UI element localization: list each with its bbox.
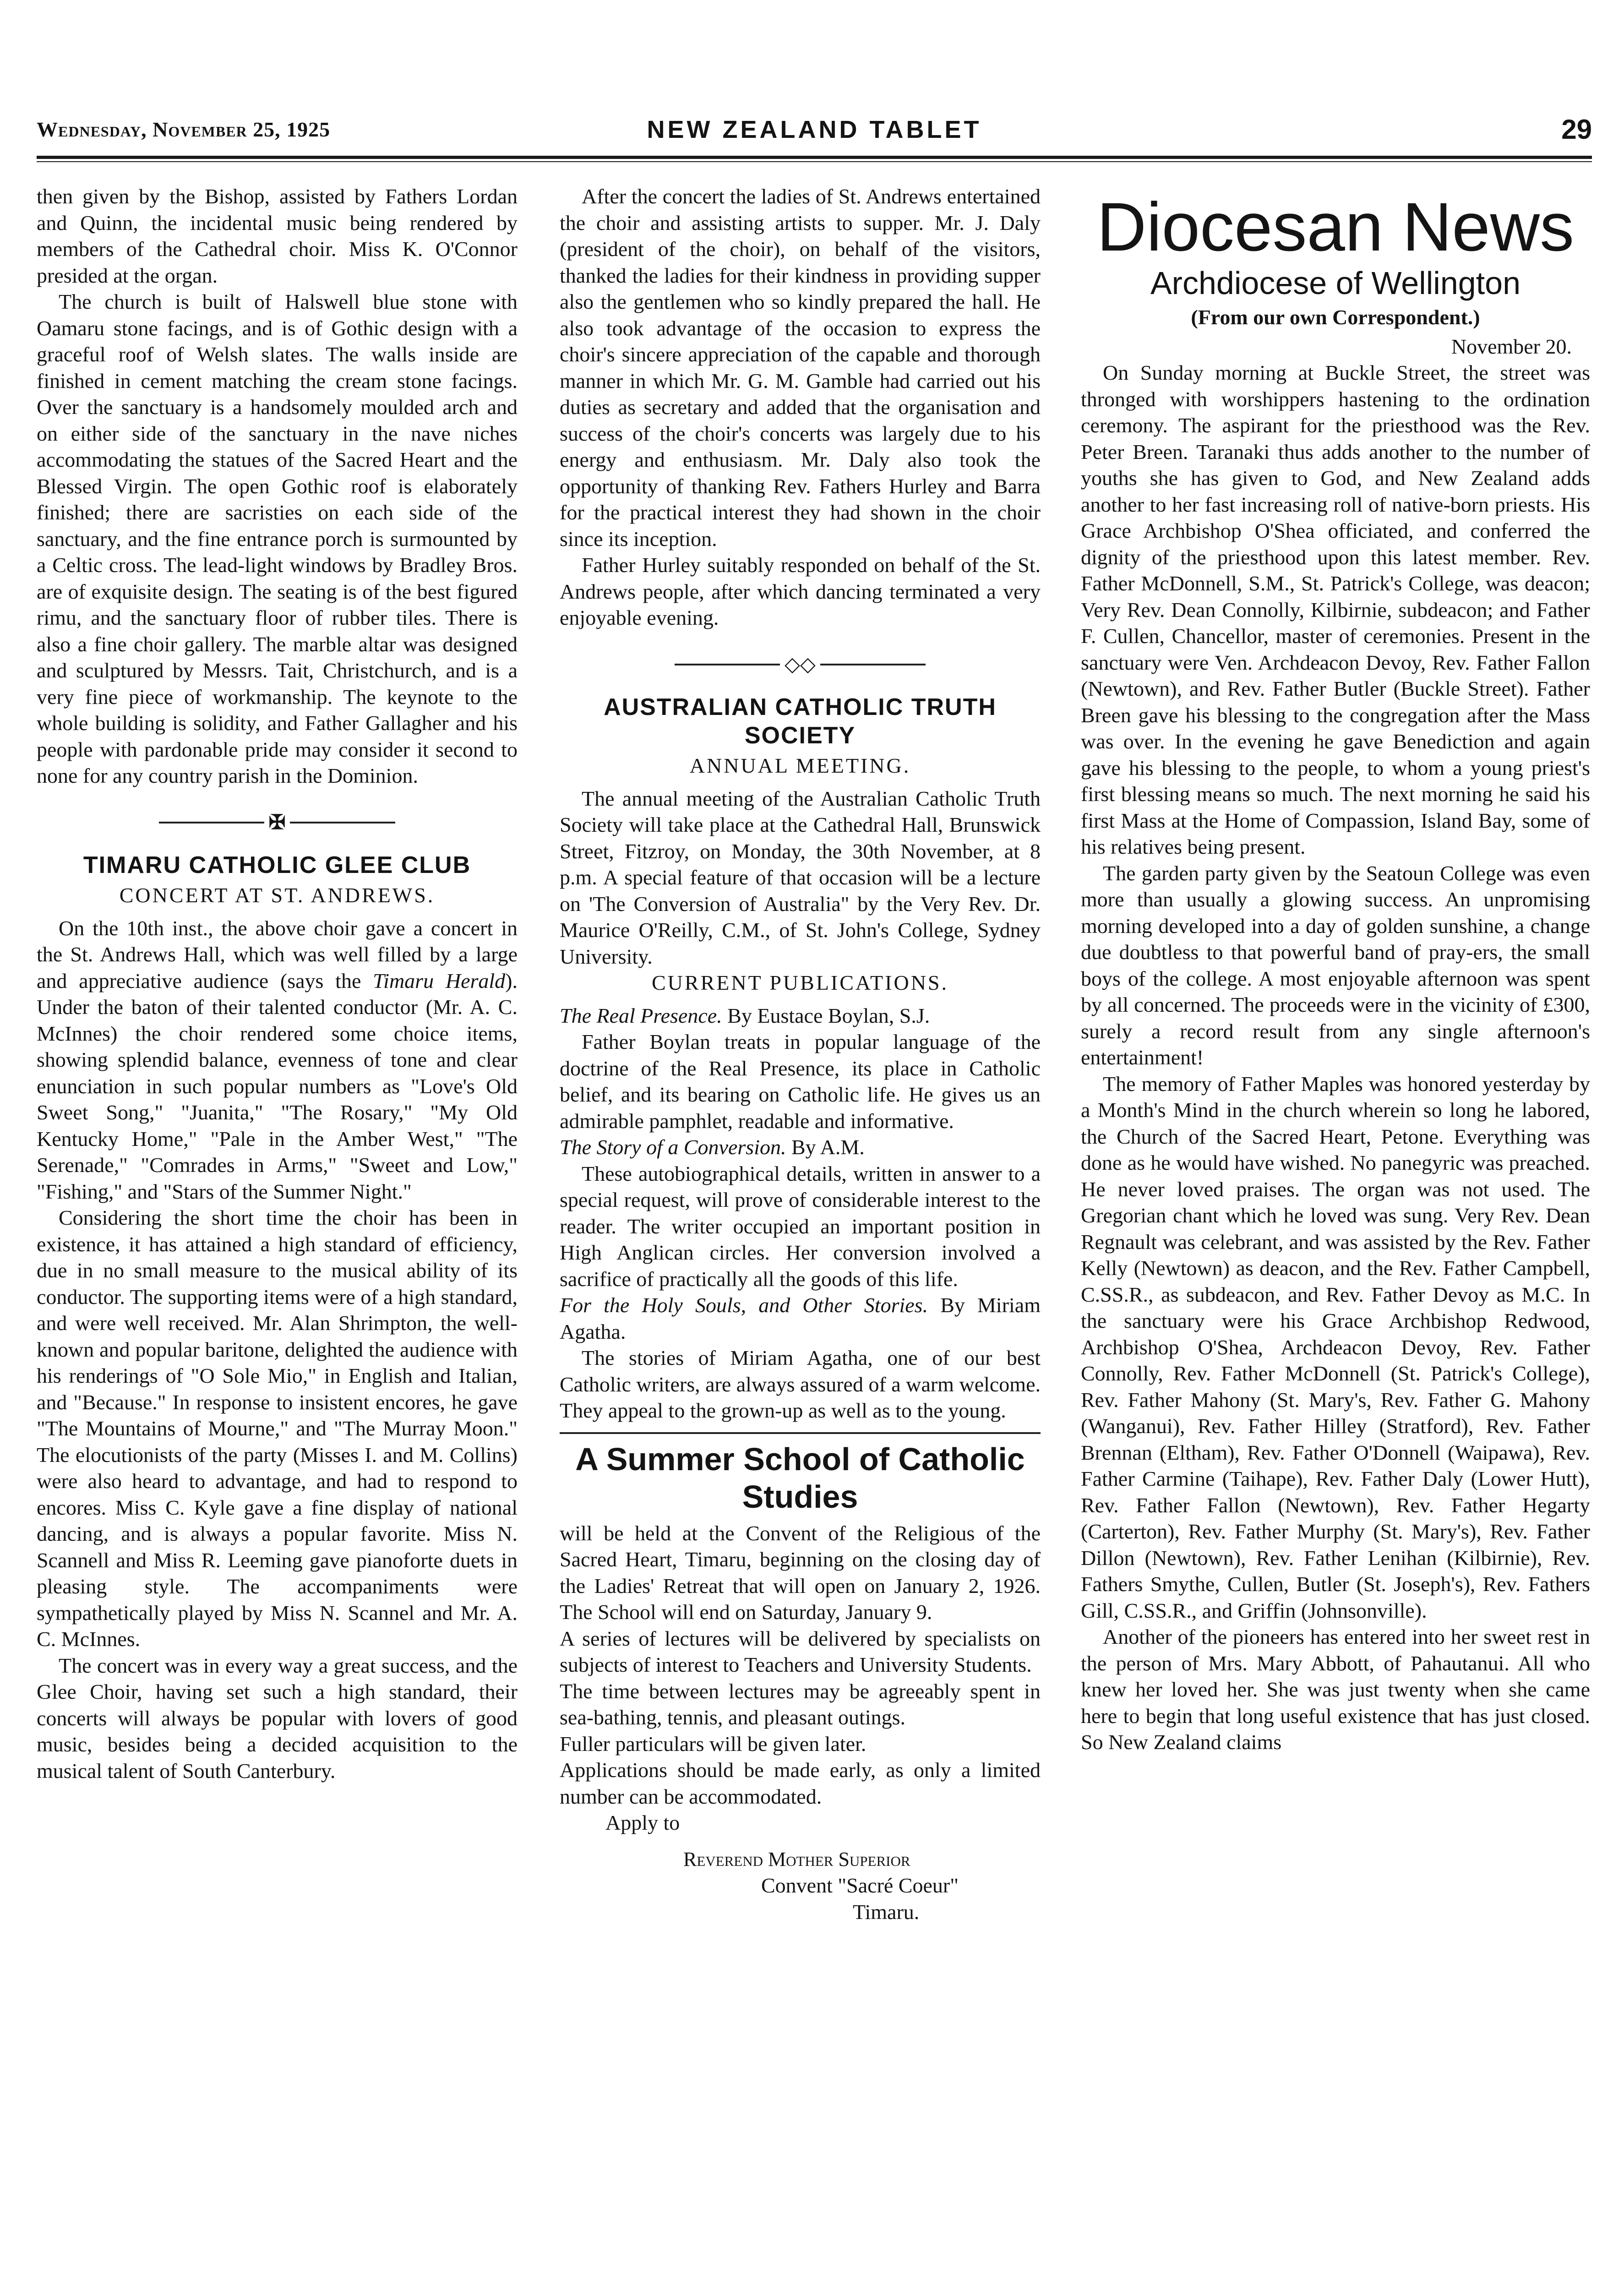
column-2 xyxy=(560,183,1041,1925)
article-paragraph: A series of lectures will be delivered by specialists on subjects of interest to Teachers and University Students. xyxy=(560,1626,1041,1677)
glee-club-subhead: CONCERT AT ST. ANDREWS. xyxy=(119,883,435,907)
article-paragraph: After the concert the ladies of St. Andrews entertained the choir and assisting artists to supper. Mr. J. Daly (president of the choir), on behalf of the visitors, thanked the ladies for their kindness in providing supper also the gentlemen who so kindly prepared the hall. He also took advantage of the occasion to express the choir's sincere appreciation of the capable and thorough manner in which Mr. G. M. Gamble had carried out his duties as secretary and added that the organisation and success of the choir's concerts was largely due to his energy and enthusiasm. Mr. Daly also took the opportunity of thanking Rev. Fathers Hurley and Barra for the practical interest they had shown in the choir since its inception. xyxy=(560,185,1041,551)
article-paragraph: The memory of Father Maples was honored yesterday by a Month's Mind in the church wherein so long he labored, the Church of the Sacred Heart, Petone. Everything was done as he would have wished. No panegyric was preached. He never loved praises. The organ was not used. The Gregorian chant which he loved was sung. Very Rev. Dean Regnault was celebrant, and was assisted by the Rev. Father Kelly (Newtown) as deacon, and the Rev. Father Campbell, C.SS.R., as subdeacon, and Rev. Father Devoy as M.C. In the sanctuary were his Grace Archbishop Redwood, Archbishop O'Shea, Archdeacon Devoy, Rev. Father Connolly, Rev. Father McDonnell (St. Patrick's College), Rev. Father Mahony (St. Mary's, Rev. Father G. Mahony (Wanganui), Rev. Father Hilley (Stratford), Rev. Father Brennan (Eltham), Rev. Father O'Donnell (Waipawa), Rev. Father Carmine (Taihape), Rev. Father Daly (Lower Hutt), Rev. Father Fallon (Newtown), Rev. Father Hegarty (Carterton), Rev. Father Murphy (St. Mary's), Rev. Father Dillon (Newtown), Rev. Father Lenihan (Kilbirnie), Rev. Fathers Smythe, Cullen, Butler (St. Joseph's), Rev. Fathers Gill, C.SS.R., and Griffin (Johnsonville). xyxy=(1081,1072,1590,1622)
book-entry: For the Holy Souls, and Other Stories. By Miriam Agatha. xyxy=(560,1293,1041,1343)
article-paragraph: will be held at the Convent of the Religious of the Sacred Heart, Timaru, beginning on the closing day of the Ladies' Retreat that will open on January 2, 1926. The School will end on Saturday, January 9. xyxy=(560,1521,1041,1624)
article-paragraph: Fuller particulars will be given later. xyxy=(560,1732,866,1756)
page-number: 29 xyxy=(1561,114,1592,145)
apply-line: Apply to xyxy=(605,1811,680,1835)
header-rule-thin xyxy=(37,161,1592,162)
article-paragraph: The annual meeting of the Australian Catholic Truth Society will take place at the Cathedral Hall, Brunswick Street, Fitzroy, on Monday, the 30th November, at 8 p.m. A special feature of that occasion will be a lecture on 'The Conversion of Australia" by the Very Rev. Dr. Maurice O'Reilly, C.M., of St. John's College, Sydney University. xyxy=(560,786,1041,968)
article-paragraph: On the 10th inst., the above choir gave a concert in the St. Andrews Hall, which was well filled by a large and appreciative audience (says the Timaru Herald). Under the baton of their talented conductor (Mr. A. C. McInnes) the choir rendered some choice items, showing splendid balance, evenness of tone and clear enunciation in such popular numbers as "Love's Old Sweet Song," "Juanita," "The Rosary," "My Old Kentucky Home," "Pale in the Amber West," "The Serenade," "Comrades in Arms," "Sweet and Low," "Fishing," and "Stars of the Summer Night." xyxy=(37,916,518,1203)
column-1 xyxy=(37,183,518,1784)
article-paragraph: These autobiographical details, written in answer to a special request, will prove of considerable interest to the reader. The writer occupied an important position in High Anglican circles. Her conversion involved a sacrifice of practically all the goods of this life. xyxy=(560,1161,1041,1291)
article-paragraph: The stories of Miriam Agatha, one of our best Catholic writers, are always assured of a warm welcome. They appeal to the grown-up as well as to the young. xyxy=(560,1346,1041,1423)
signature-convent: Convent "Sacré Coeur" xyxy=(761,1874,959,1897)
article-paragraph: then given by the Bishop, assisted by Fathers Lordan and Quinn, the incidental music being rendered by members of the Cathedral choir. Miss K. O'Connor presided at the organ. xyxy=(37,185,518,287)
column-3 xyxy=(1081,183,1590,1756)
article-paragraph: Applications should be made early, as only a limited number can be accommodated. xyxy=(560,1758,1041,1808)
glee-club-headline: TIMARU CATHOLIC GLEE CLUB xyxy=(83,852,471,879)
issue-date: Wednesday, November 25, 1925 xyxy=(37,118,331,141)
correspondent-line: (From our own Correspondent.) xyxy=(1191,305,1480,329)
header-rule xyxy=(37,156,1592,159)
archdiocese-subtitle: Archdiocese of Wellington xyxy=(1150,265,1521,301)
book-entry: The Real Presence. By Eustace Boylan, S.J. xyxy=(560,1003,930,1027)
signature-town: Timaru. xyxy=(853,1900,920,1924)
section-separator: ◇◇ xyxy=(560,653,1041,675)
article-paragraph: The church is built of Halswell blue stone with Oamaru stone facings, and is of Gothic design with a graceful roof of Welsh slates. The walls inside are finished in cement matching the cream stone facings. Over the sanctuary is a handsomely moulded arch and on either side of the sanctuary in the nave niches accommodating the statues of the Sacred Heart and the Blessed Virgin. The open Gothic roof is elaborately finished; there are sacristies on each side of the sanctuary, and the fine entrance porch is surmounted by a Celtic cross. The lead-light windows by Bradley Bros. are of exquisite design. The seating is of the best figured rimu, and the sanctuary floor of rubber tiles. There is also a fine choir gallery. The marble altar was designed and sculptured by Messrs. Tait, Christchurch, and is a very fine piece of workmanship. The keynote to the whole building is solidity, and Father Gallagher and his people with pardonable pride may consider it second to none for any country parish in the Dominion. xyxy=(37,290,518,787)
diocesan-news-title: Diocesan News xyxy=(1096,188,1575,265)
publication-title: NEW ZEALAND TABLET xyxy=(647,116,982,143)
article-paragraph: The garden party given by the Seatoun College was even more than usually a glowing success. An unpromising morning developed into a day of golden sunshine, a change due doubtless to that powerful band of pray-ers, the small boys of the college. A most enjoyable afternoon was spent by all concerned. The proceeds were in the vicinity of £300, surely a record result from any single afternoon's entertainment! xyxy=(1081,861,1590,1069)
book-entry: The Story of a Conversion. By A.M. xyxy=(560,1135,865,1159)
section-separator: ✠ xyxy=(37,811,518,833)
truth-society-headline: AUSTRALIAN CATHOLIC TRUTH SOCIETY xyxy=(604,694,997,749)
article-paragraph: On Sunday morning at Buckle Street, the street was thronged with worshippers hastening to the ordination ceremony. The aspirant for the priesthood was the Rev. Peter Breen. Taranaki thus adds another to the number of youths she has given to God, and New Zealand adds another to her fast increasing roll of native-born priests. His Grace Archbishop O'Shea officiated, and conferred the dignity of the priesthood upon this latest member. Rev. Father McDonnell, S.M., St. Patrick's College, was deacon; Very Rev. Dean Connolly, Kilbirnie, subdeacon; and Father F. Cullen, Chancellor, master of ceremonies. Present in the sanctuary were Ven. Archdeacon Devoy, Rev. Father Fallon (Newtown), and Rev. Father Butler (Buckle Street). Father Breen gave his blessing to the congregation after the Mass was over. In the evening he gave Benediction and again gave his blessing to the people, to whom a young priest's first blessing means so much. The next morning he said his first Mass at the Home of Compassion, Island Bay, some of his relatives being present. xyxy=(1081,361,1590,858)
article-paragraph: Father Boylan treats in popular language of the doctrine of the Real Presence, its place in Catholic belief, and its bearing on Catholic life. He gives us an admirable pamphlet, readable and informative. xyxy=(560,1030,1041,1133)
article-paragraph: The time between lectures may be agreeably spent in sea-bathing, tennis, and pleasant outings. xyxy=(560,1679,1041,1729)
article-paragraph: Another of the pioneers has entered into her sweet rest in the person of Mrs. Mary Abbott, of Pahautanui. All who knew her loved her. She was just twenty when she came here to begin that long useful existence that has just closed. So New Zealand claims xyxy=(1081,1625,1590,1754)
page-header xyxy=(37,109,1592,150)
article-paragraph: Father Hurley suitably responded on behalf of the St. Andrews people, after which dancing terminated a very enjoyable evening. xyxy=(560,553,1041,629)
summer-school-headline: A Summer School of Catholic Studies xyxy=(575,1441,1025,1515)
signature-superior: Reverend Mother Superior xyxy=(683,1848,910,1870)
dateline: November 20. xyxy=(1451,334,1572,358)
section-rule xyxy=(560,1432,1041,1434)
article-paragraph: Considering the short time the choir has been in existence, it has attained a high standard of efficiency, due in no small measure to the musical ability of its conductor. The supporting items were of a high standard, and were well received. Mr. Alan Shrimpton, the well-known and popular baritone, delighted the audience with his renderings of "O Sole Mio," in English and Italian, and "Because." In response to insistent encores, he gave "The Mountains of Mourne," and "The Murray Moon." The elocutionists of the party (Misses I. and M. Collins) were also heard to advantage, and had to respond to encores. Miss C. Kyle gave a fine display of national dancing, and is always a popular favorite. Miss N. Scannell and Miss R. Leeming gave pianoforte duets in pleasing style. The accompaniments were sympathetically played by Miss N. Scannel and Mr. A. C. McInnes. xyxy=(37,1206,518,1651)
truth-society-subhead: ANNUAL MEETING. xyxy=(689,754,911,778)
article-paragraph: The concert was in every way a great success, and the Glee Choir, having set such a high standard, their concerts will always be popular with lovers of good music, besides being a decided acquisition to the musical talent of South Canterbury. xyxy=(37,1653,518,1783)
publications-subhead: CURRENT PUBLICATIONS. xyxy=(652,971,948,995)
